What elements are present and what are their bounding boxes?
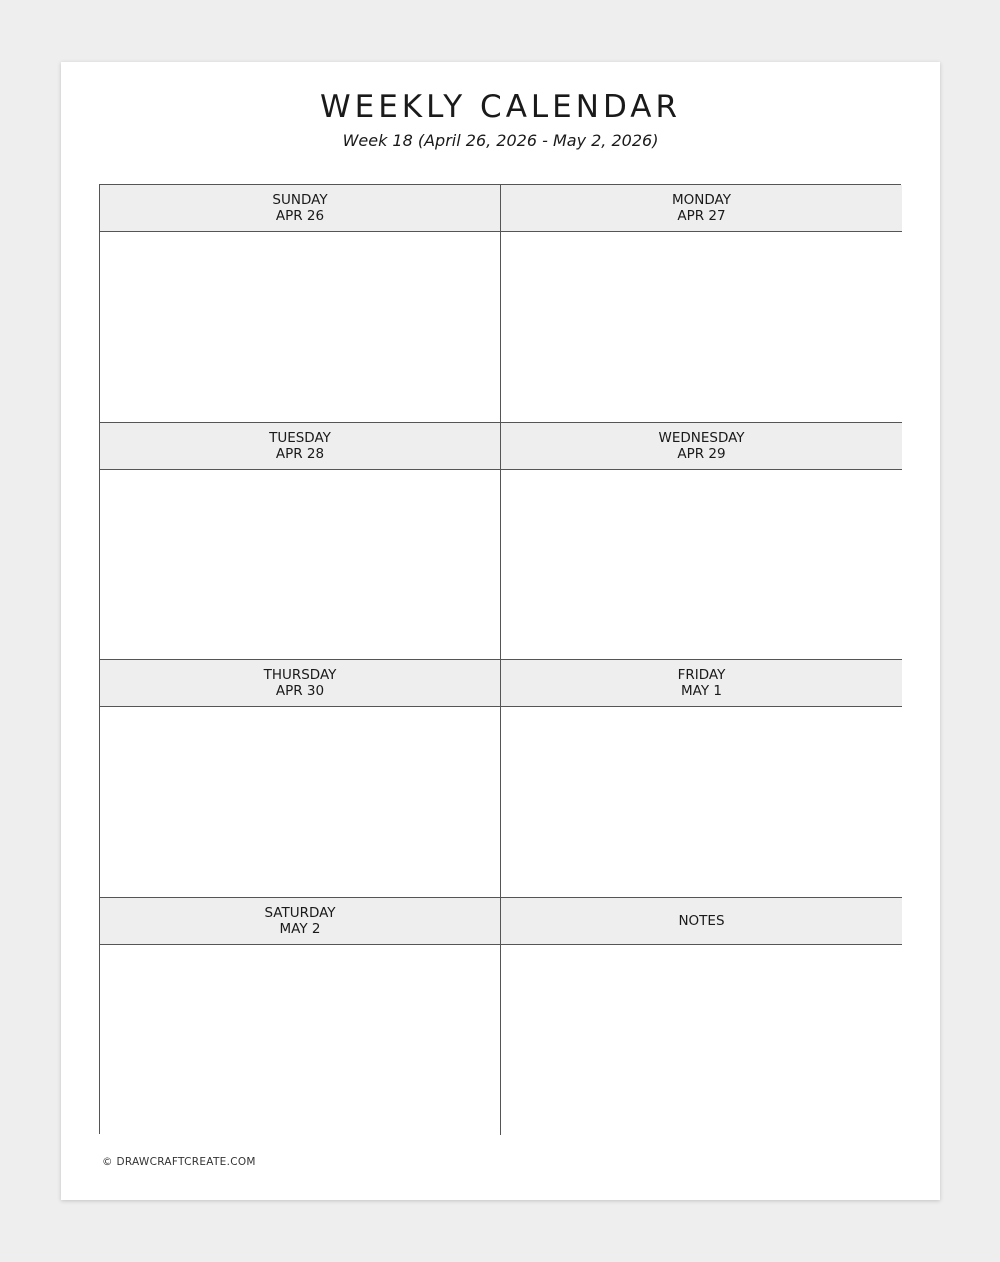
notes-writing-area: [501, 945, 902, 1136]
day-header: [100, 660, 500, 707]
day-writing-area: [501, 470, 902, 660]
day-writing-area: [501, 232, 902, 422]
day-cell-tuesday: [100, 423, 501, 661]
day-date: APR 27: [677, 208, 726, 224]
notes-label: NOTES: [678, 912, 725, 929]
day-cell-monday: [501, 185, 902, 423]
day-header: [501, 185, 902, 232]
week-range-subtitle: Week 18 (April 26, 2026 - May 2, 2026): [342, 131, 659, 150]
day-writing-area: [501, 707, 902, 897]
day-date: MAY 1: [681, 683, 722, 699]
day-cell-saturday: [100, 898, 501, 1136]
day-name: TUESDAY: [269, 429, 331, 446]
day-writing-area: [100, 232, 500, 422]
day-writing-area: [100, 945, 500, 1136]
day-date: APR 30: [275, 683, 325, 699]
day-name: THURSDAY: [263, 667, 337, 683]
day-name: WEDNESDAY: [658, 429, 745, 446]
day-header: [100, 423, 500, 470]
day-date: MAY 2: [279, 920, 321, 937]
notes-header: [501, 898, 902, 945]
page-title: WEEKLY CALENDAR: [319, 89, 682, 125]
day-writing-area: [100, 707, 500, 897]
day-cell-sunday: [100, 185, 501, 423]
day-date: APR 28: [275, 445, 325, 462]
day-name: SUNDAY: [272, 192, 328, 208]
day-cell-wednesday: [501, 423, 902, 661]
day-cell-friday: [501, 660, 902, 898]
notes-cell: [501, 898, 902, 1136]
day-date: APR 26: [275, 208, 325, 224]
day-header: [501, 423, 902, 470]
day-name: FRIDAY: [677, 667, 726, 683]
day-header: [100, 898, 500, 945]
copyright-footer: © DRAWCRAFTCREATE.COM: [102, 1156, 256, 1168]
day-header: [100, 185, 500, 232]
day-name: SATURDAY: [264, 904, 336, 921]
day-header: [501, 660, 902, 707]
week-grid: [99, 184, 901, 1134]
day-name: MONDAY: [672, 192, 731, 208]
day-date: APR 29: [677, 445, 726, 462]
calendar-sheet: [61, 62, 940, 1200]
day-cell-thursday: [100, 660, 501, 898]
day-writing-area: [100, 470, 500, 660]
